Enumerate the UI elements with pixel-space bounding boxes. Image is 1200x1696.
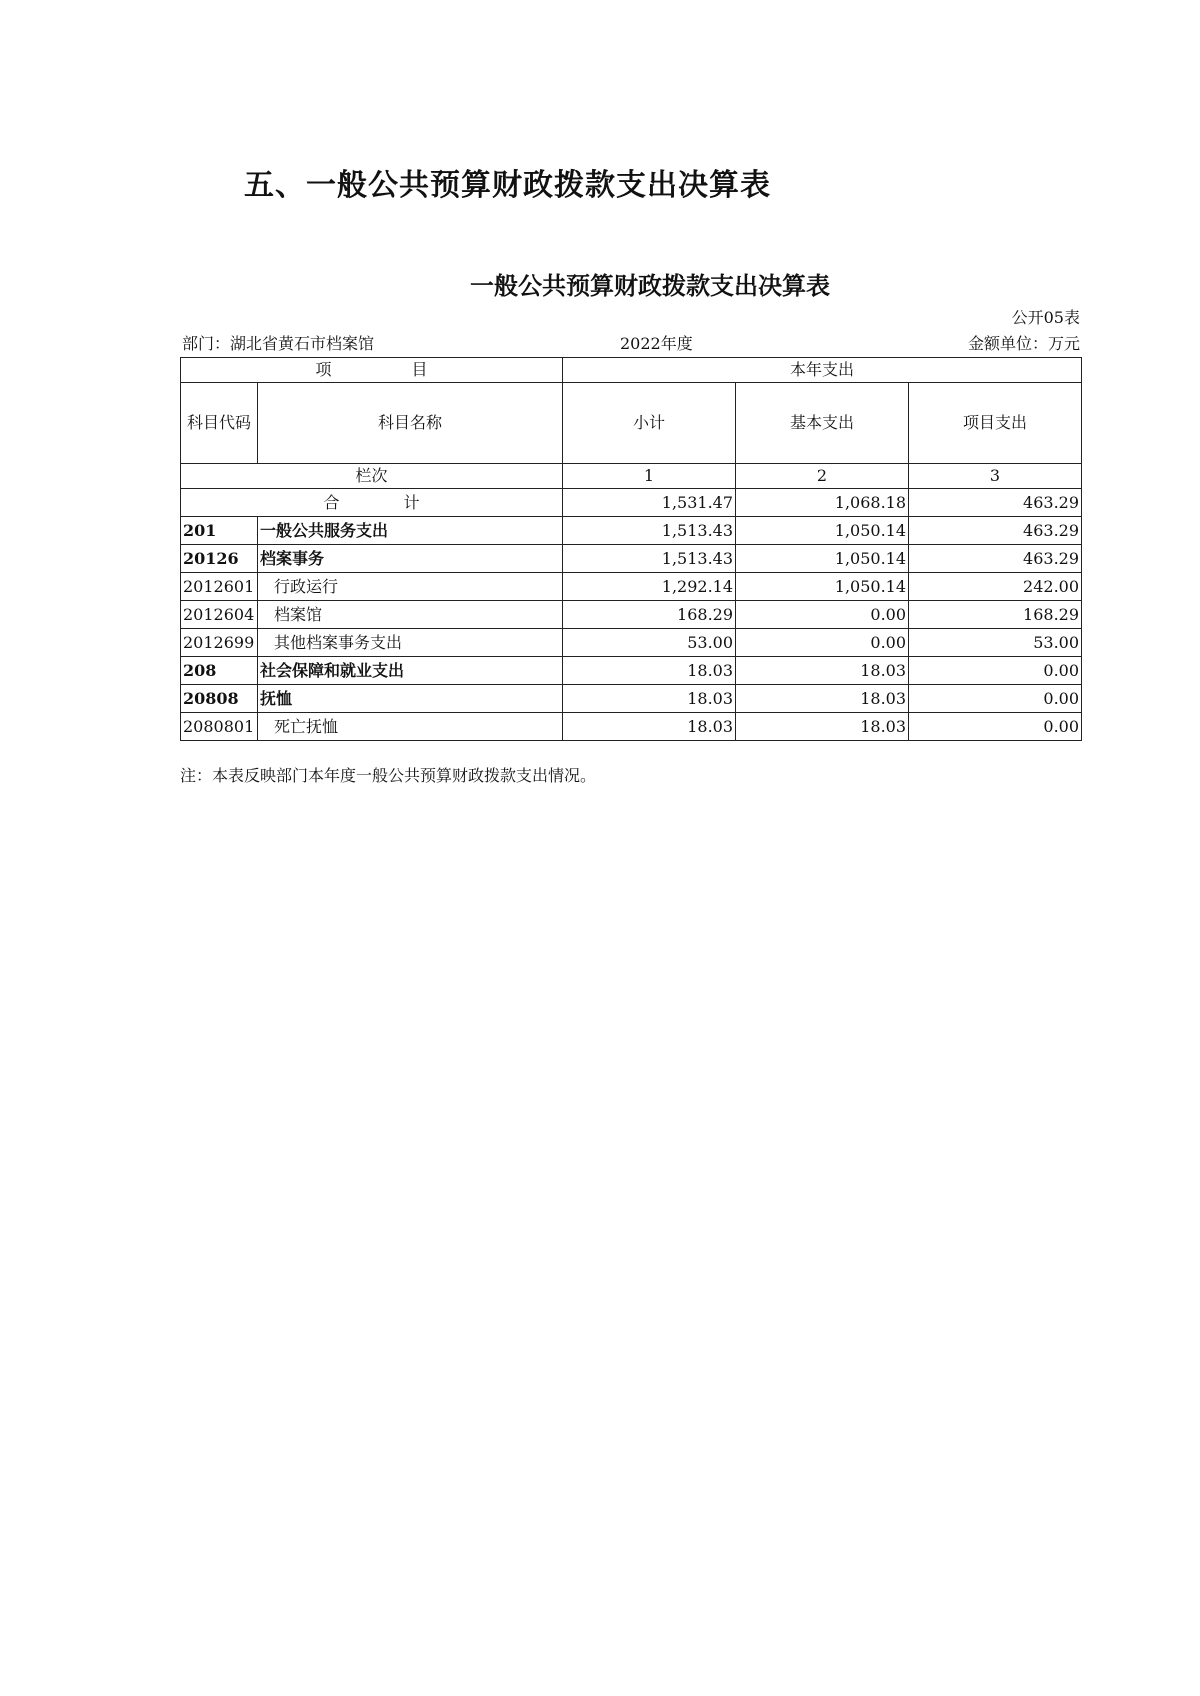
department-label: 部门：湖北省黄石市档案馆 — [182, 334, 375, 353]
expenditure-table — [180, 357, 1082, 741]
table-title: 一般公共预算财政拨款支出决算表 — [470, 272, 830, 300]
col-no-2: 2 — [736, 464, 909, 489]
row-basic: 0.00 — [736, 601, 909, 629]
header-row-columns — [181, 383, 1082, 464]
row-name: 死亡抚恤 — [258, 713, 563, 741]
row-name: 行政运行 — [258, 573, 563, 601]
row-project: 168.29 — [909, 601, 1082, 629]
header-item: 项 目 — [181, 358, 563, 383]
row-basic: 1,050.14 — [736, 573, 909, 601]
section-title: 五、一般公共预算财政拨款支出决算表 — [244, 168, 771, 203]
row-name: 抚恤 — [258, 685, 563, 713]
row-subtotal: 1,513.43 — [563, 545, 736, 573]
total-subtotal: 1,531.47 — [563, 489, 736, 517]
row-name: 社会保障和就业支出 — [258, 657, 563, 685]
table-row — [181, 601, 1082, 629]
total-row — [181, 489, 1082, 517]
column-number-row — [181, 464, 1082, 489]
row-basic: 18.03 — [736, 713, 909, 741]
row-subtotal: 1,292.14 — [563, 573, 736, 601]
table-row — [181, 545, 1082, 573]
col-no-1: 1 — [563, 464, 736, 489]
fiscal-year: 2022年度 — [620, 334, 693, 353]
col-no-3: 3 — [909, 464, 1082, 489]
amount-unit: 金额单位：万元 — [967, 334, 1080, 353]
row-name: 一般公共服务支出 — [258, 517, 563, 545]
header-code: 科目代码 — [181, 383, 258, 464]
total-project: 463.29 — [909, 489, 1082, 517]
table-row — [181, 713, 1082, 741]
header-project: 项目支出 — [909, 383, 1082, 464]
row-code: 208 — [181, 657, 258, 685]
row-subtotal: 18.03 — [563, 657, 736, 685]
row-basic: 18.03 — [736, 657, 909, 685]
row-code: 20126 — [181, 545, 258, 573]
row-code: 20808 — [181, 685, 258, 713]
row-name: 档案馆 — [258, 601, 563, 629]
row-project: 53.00 — [909, 629, 1082, 657]
col-no-label: 栏次 — [181, 464, 563, 489]
total-label: 合 计 — [181, 489, 563, 517]
total-basic: 1,068.18 — [736, 489, 909, 517]
row-project: 242.00 — [909, 573, 1082, 601]
header-name: 科目名称 — [258, 383, 563, 464]
table-row — [181, 629, 1082, 657]
row-project: 0.00 — [909, 685, 1082, 713]
row-project: 463.29 — [909, 517, 1082, 545]
header-expenditure: 本年支出 — [563, 358, 1082, 383]
form-number: 公开05表 — [1011, 308, 1080, 327]
row-basic: 1,050.14 — [736, 545, 909, 573]
header-row-top — [181, 358, 1082, 383]
row-subtotal: 53.00 — [563, 629, 736, 657]
row-code: 2012699 — [181, 629, 258, 657]
row-project: 0.00 — [909, 713, 1082, 741]
table-row — [181, 657, 1082, 685]
row-name: 档案事务 — [258, 545, 563, 573]
row-code: 2012601 — [181, 573, 258, 601]
table-note: 注：本表反映部门本年度一般公共预算财政拨款支出情况。 — [180, 766, 597, 785]
header-subtotal: 小计 — [563, 383, 736, 464]
row-code: 201 — [181, 517, 258, 545]
table-row — [181, 685, 1082, 713]
header-basic: 基本支出 — [736, 383, 909, 464]
table-row — [181, 517, 1082, 545]
row-project: 0.00 — [909, 657, 1082, 685]
row-basic: 0.00 — [736, 629, 909, 657]
row-basic: 1,050.14 — [736, 517, 909, 545]
row-project: 463.29 — [909, 545, 1082, 573]
table-row — [181, 573, 1082, 601]
row-code: 2012604 — [181, 601, 258, 629]
row-subtotal: 18.03 — [563, 685, 736, 713]
row-subtotal: 18.03 — [563, 713, 736, 741]
row-name: 其他档案事务支出 — [258, 629, 563, 657]
row-code: 2080801 — [181, 713, 258, 741]
row-basic: 18.03 — [736, 685, 909, 713]
row-subtotal: 168.29 — [563, 601, 736, 629]
row-subtotal: 1,513.43 — [563, 517, 736, 545]
